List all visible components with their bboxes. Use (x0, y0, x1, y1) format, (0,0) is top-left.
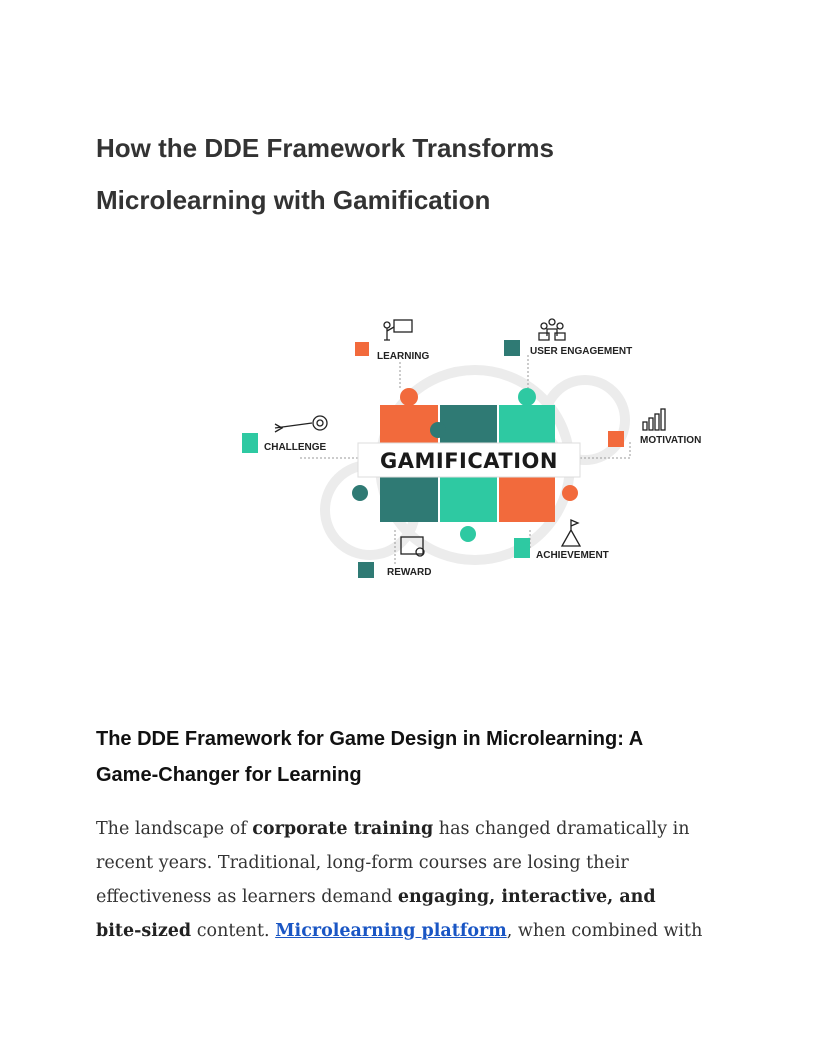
bold-text: engaging, interactive, and (397, 887, 656, 907)
target-arrow-icon (275, 416, 327, 432)
paragraph-line-1 (96, 817, 736, 841)
text: , when combined with (506, 921, 703, 941)
page-title-line-1: How the DDE Framework Transforms (96, 133, 554, 163)
section-heading-line-2: Game-Changer for Learning (96, 764, 362, 786)
team-icon (539, 319, 565, 340)
text: content. (191, 921, 276, 941)
paragraph-line-2: recent years. Traditional, long-form courses are losing their (96, 853, 629, 873)
label-user-engagement: USER ENGAGEMENT (530, 346, 633, 357)
achievement-node (514, 520, 609, 561)
section-heading-line-1: The DDE Framework for Game Design in Microlearning: A (96, 728, 644, 750)
label-learning: LEARNING (377, 351, 430, 362)
gamification-figure (230, 300, 720, 600)
challenge-node (242, 416, 327, 453)
microlearning-platform-link[interactable]: Microlearning platform (275, 921, 507, 941)
learning-node (355, 320, 429, 362)
bold-text: bite-sized (96, 921, 192, 941)
text: effectiveness as learners demand (96, 887, 398, 907)
page-title-line-2: Microlearning with Gamification (96, 185, 491, 215)
paragraph-line-3 (96, 885, 736, 909)
bold-text: corporate training (252, 819, 434, 839)
text: has changed dramatically in (433, 819, 690, 839)
label-achievement: ACHIEVEMENT (536, 550, 609, 561)
user-engagement-node (504, 319, 632, 357)
paragraph-line-4 (96, 919, 736, 943)
gamification-center-label: GAMIFICATION (380, 449, 558, 473)
text: The landscape of (96, 819, 253, 839)
presentation-icon (384, 320, 412, 340)
label-reward: REWARD (387, 567, 432, 578)
label-challenge: CHALLENGE (264, 442, 327, 453)
bar-chart-icon (643, 409, 665, 430)
label-motivation: MOTIVATION (640, 435, 702, 446)
mountain-flag-icon (562, 520, 580, 546)
